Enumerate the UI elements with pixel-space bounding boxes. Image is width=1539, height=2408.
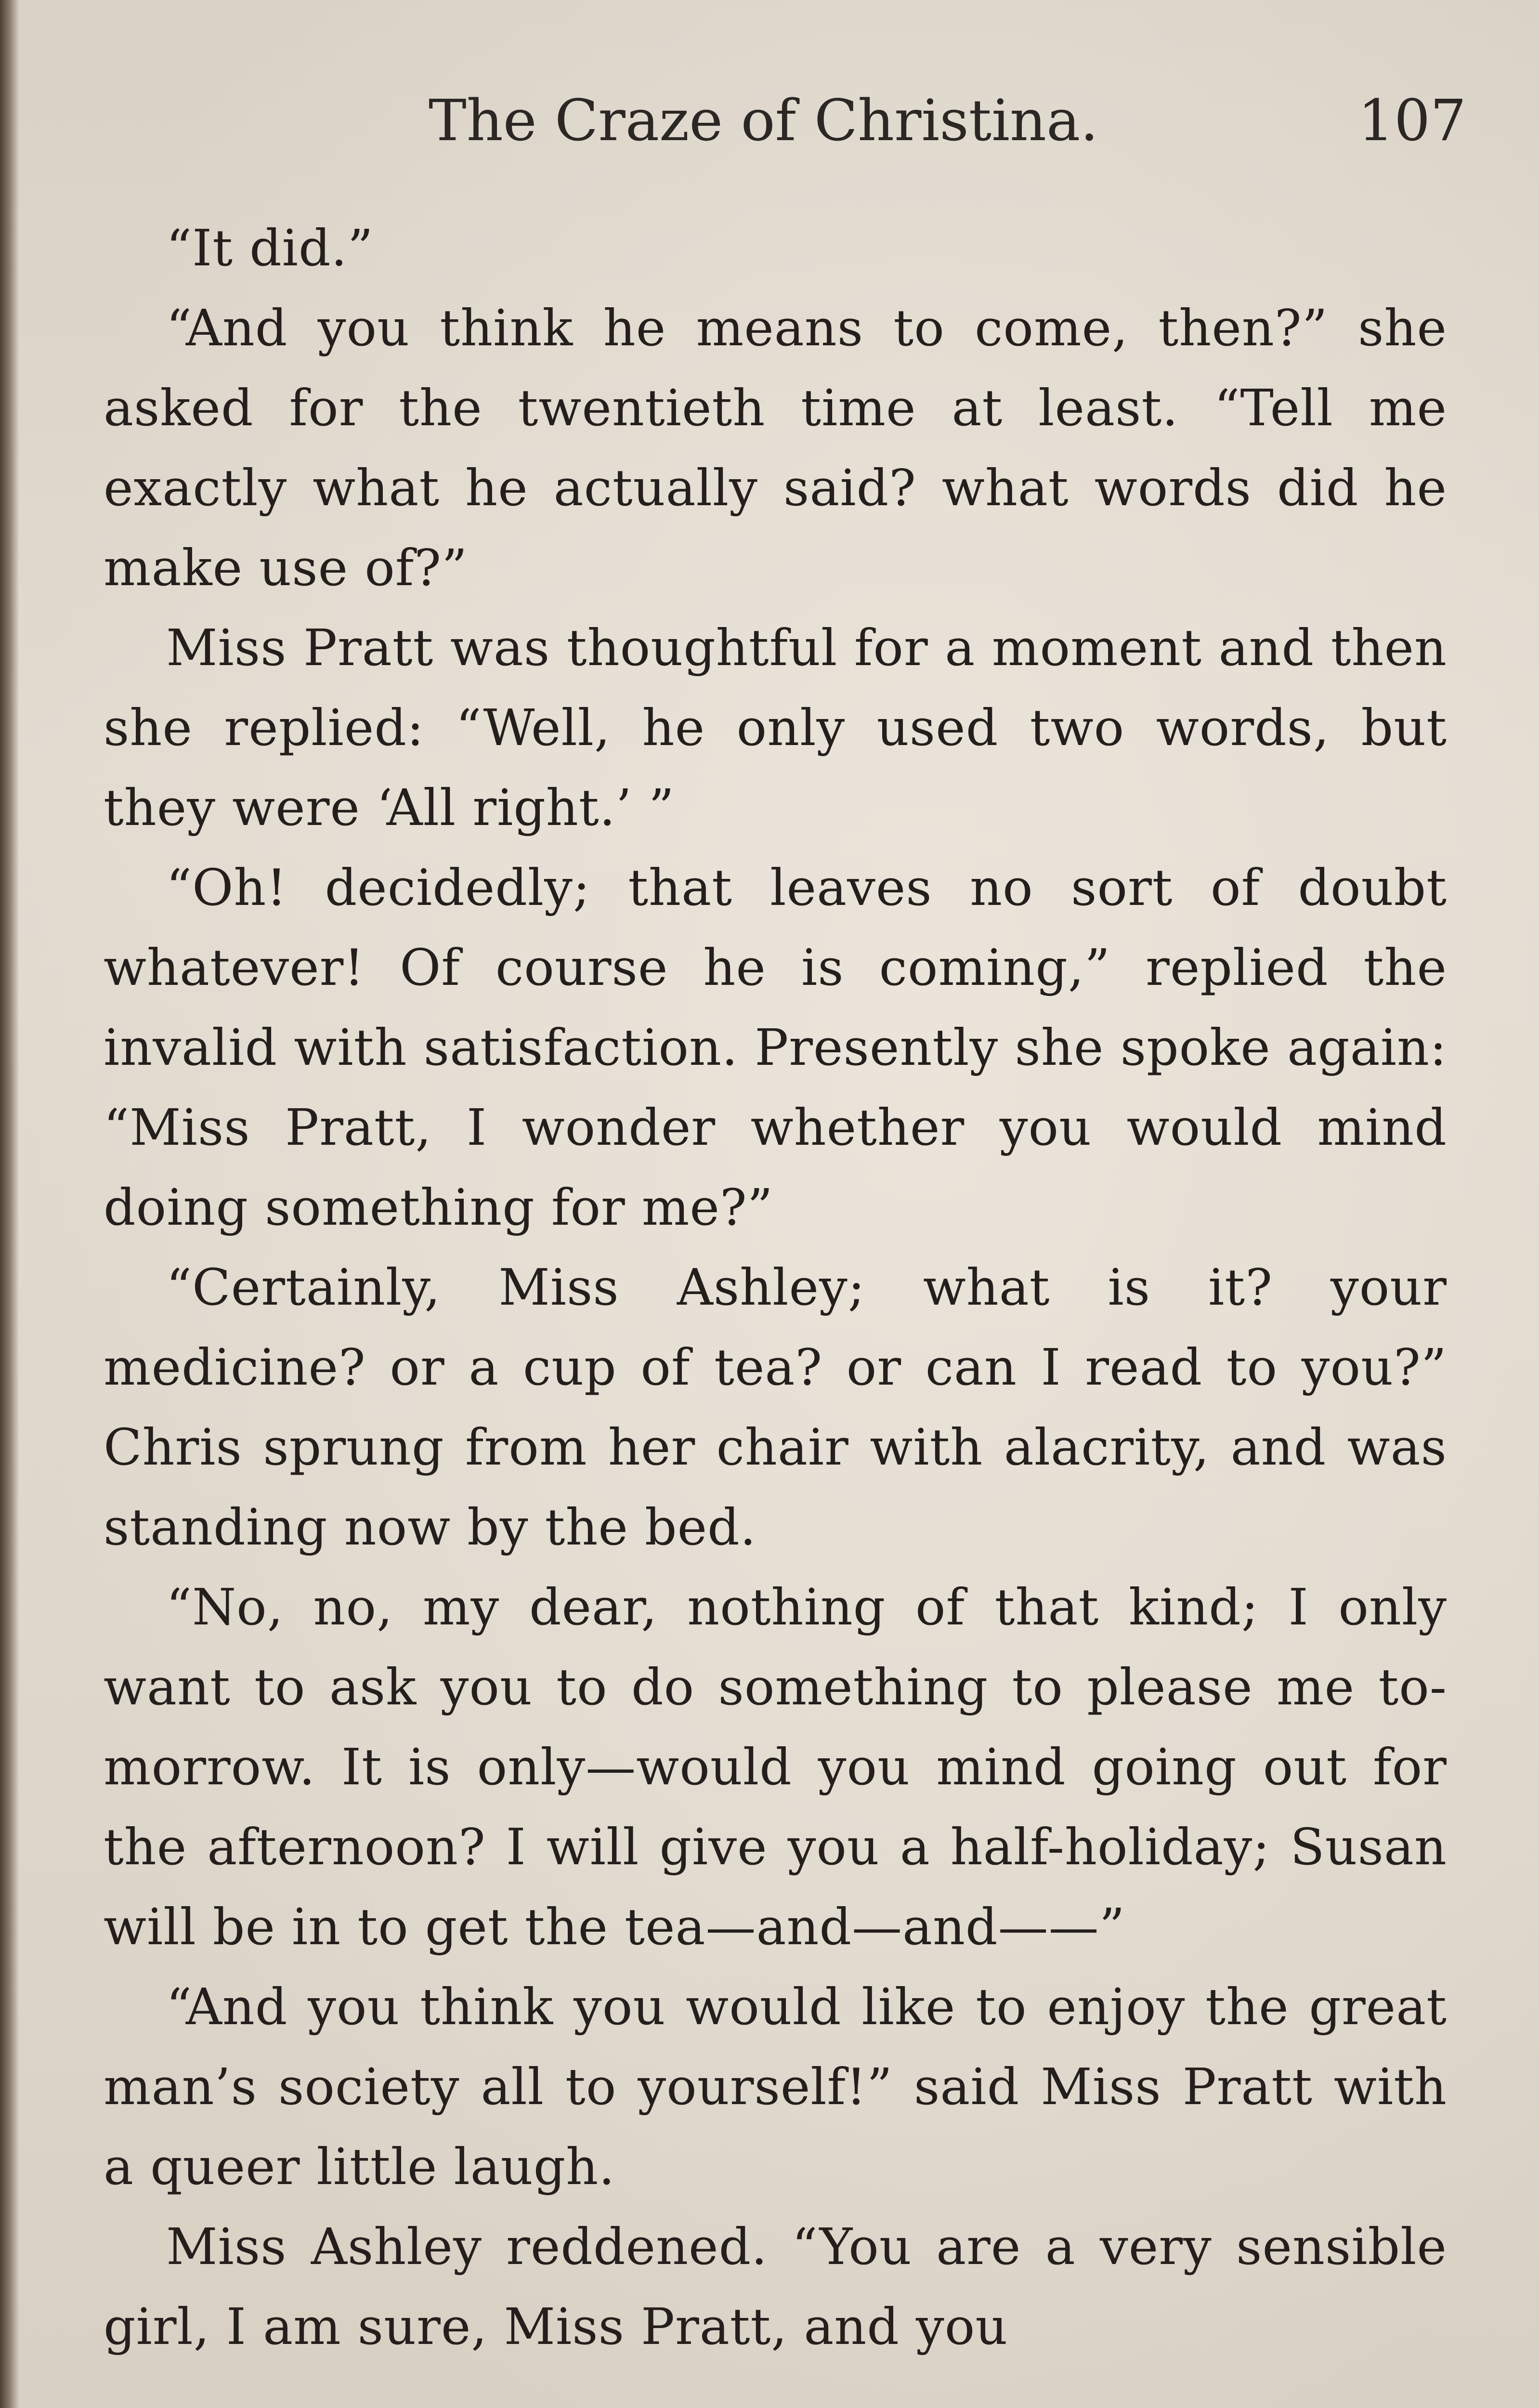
paragraph: “It did.” (166, 219, 374, 277)
paragraph: “And you think he means to come, then?” she asked for the twentieth time at least. “Tell me exactly what he actually said? what words did he make use of?” (104, 299, 1447, 597)
binding-edge (0, 0, 19, 2408)
paragraph: Miss Pratt was thoughtful for a moment and then she replied: “Well, he only used two words, but they were ‘All right.’ ” (104, 618, 1447, 837)
paragraph: “No, no, my dear, nothing of that kind; I only want to ask you to do something to please me to-morrow. It is only—would you mind going out for the afternoon? I will give you a half-holiday; Susan will be in to get the tea—and—and——” (104, 1578, 1447, 1956)
paragraph: Miss Ashley reddened. “You are a very sensible girl, I am sure, Miss Pratt, and you (104, 2217, 1447, 2356)
running-title: The Craze of Christina. (429, 87, 1098, 154)
paragraph: “Oh! decidedly; that leaves no sort of doubt whatever! Of course he is coming,” replied the invalid with satisfaction. Presently she spoke again: “Miss Pratt, I wonder whether you would mind doing something for me?” (104, 858, 1447, 1237)
paragraph: “Certainly, Miss Ashley; what is it? your medicine? or a cup of tea? or can I read to you?” Chris sprung from her chair with alacrity, and was standing now by the bed. (104, 1258, 1447, 1557)
paragraph: “And you think you would like to enjoy the great man’s society all to yourself!” said Miss Pratt with a queer little laugh. (104, 1977, 1447, 2196)
page-header (0, 84, 1539, 157)
page-number: 107 (1358, 87, 1467, 154)
body-text (104, 208, 1447, 2367)
